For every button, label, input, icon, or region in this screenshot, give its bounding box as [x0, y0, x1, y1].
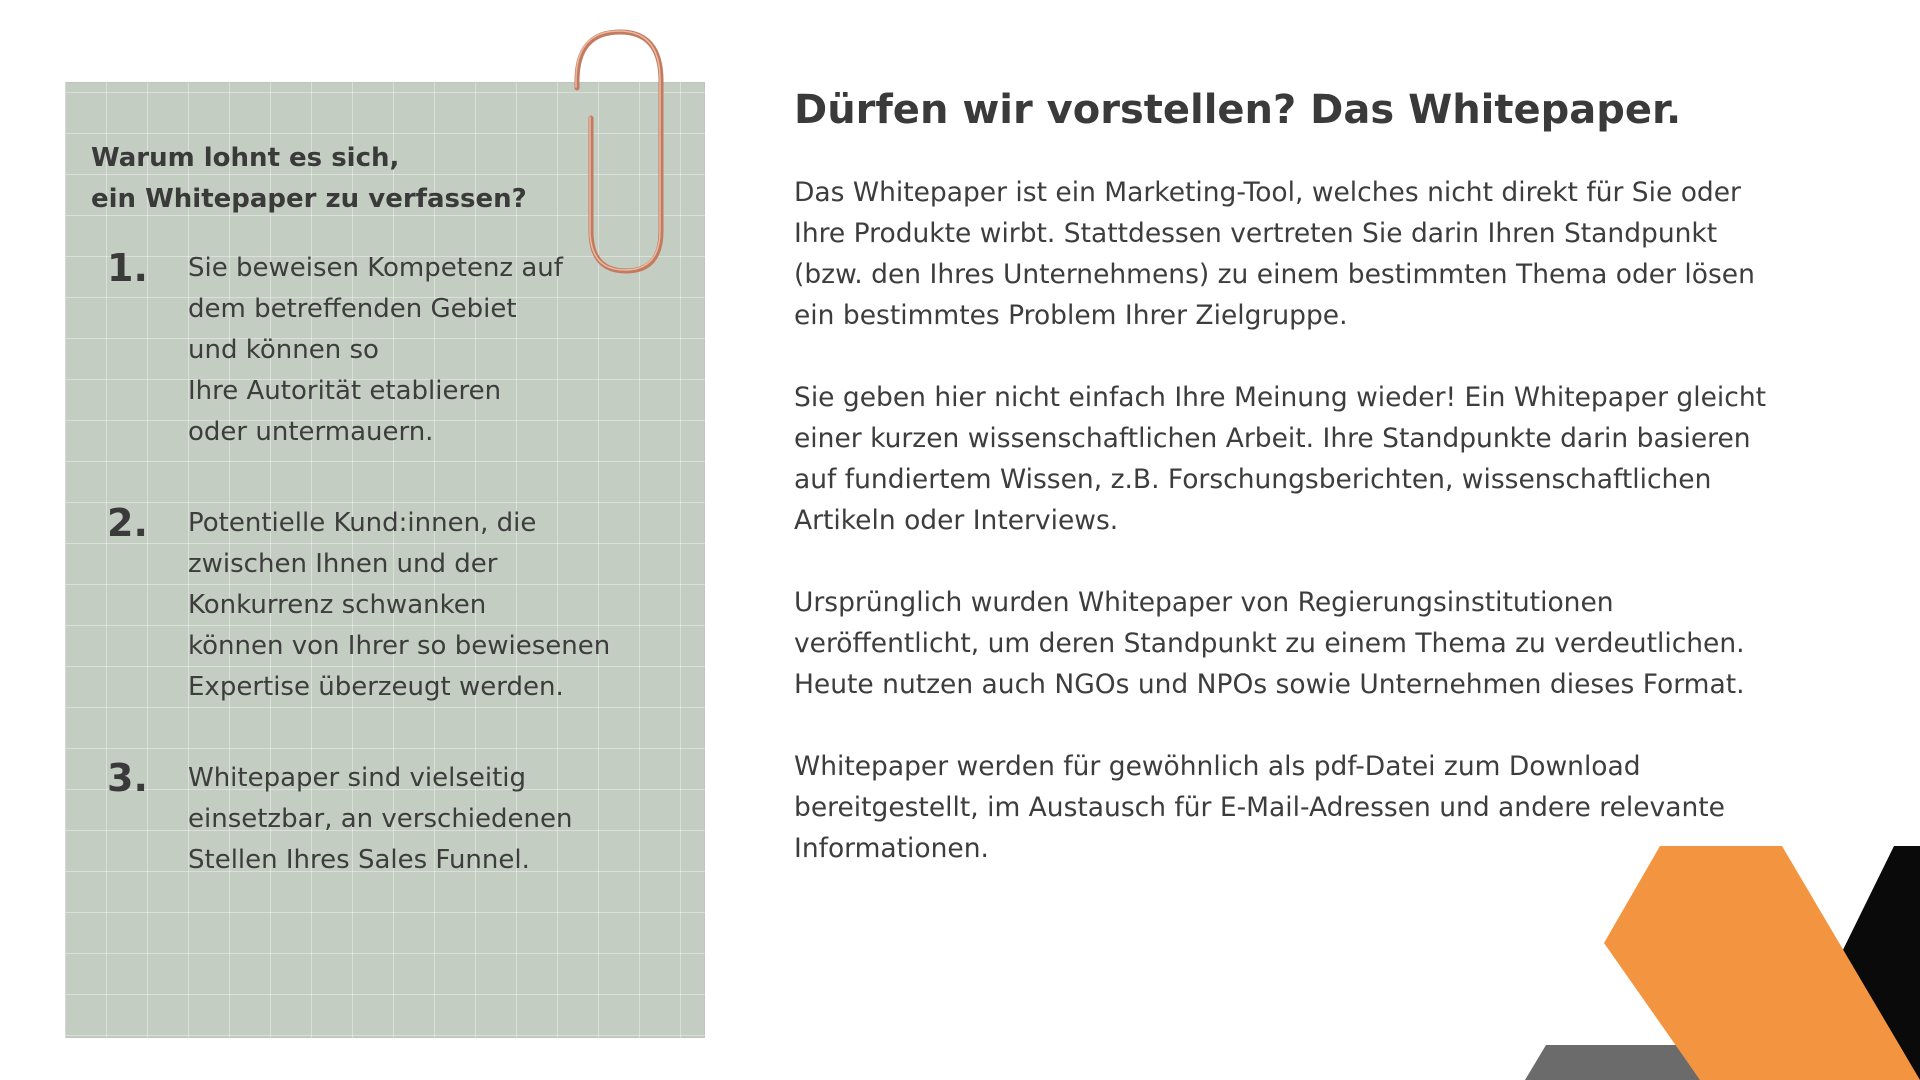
- paragraph-line: Artikeln oder Interviews.: [794, 505, 1119, 536]
- reason-text: [188, 503, 698, 708]
- paragraph-line: ein bestimmtes Problem Ihrer Zielgruppe.: [794, 300, 1348, 331]
- reason-line: und können so: [188, 335, 379, 365]
- reason-line: oder untermauern.: [188, 417, 434, 447]
- reason-line: zwischen Ihnen und der: [188, 549, 498, 579]
- reason-line: Expertise überzeugt werden.: [188, 672, 564, 702]
- paragraph-line: einer kurzen wissenschaftlichen Arbeit. Ihre Standpunkte darin basieren: [794, 423, 1751, 454]
- paragraph-line: Ursprünglich wurden Whitepaper von Regierungsinstitutionen: [794, 587, 1614, 618]
- reason-line: Konkurrenz schwanken: [188, 590, 487, 620]
- paragraph-2: [794, 377, 1814, 541]
- paragraph-line: auf fundiertem Wissen, z.B. Forschungsberichten, wissenschaftlichen: [794, 464, 1712, 495]
- reason-line: Whitepaper sind vielseitig: [188, 763, 527, 793]
- paragraph-line: Heute nutzen auch NGOs und NPOs sowie Unternehmen dieses Format.: [794, 669, 1745, 700]
- note-heading-line-2: ein Whitepaper zu verfassen?: [91, 184, 527, 214]
- paragraphs: [794, 172, 1814, 910]
- reason-line: Ihre Autorität etablieren: [188, 376, 502, 406]
- paragraph-line: bereitgestellt, im Austausch für E-Mail-Adressen und andere relevante: [794, 792, 1725, 823]
- paragraph-1: [794, 172, 1814, 336]
- reason-line: Potentielle Kund:innen, die: [188, 508, 537, 538]
- reason-number: 3.: [107, 756, 148, 800]
- note-heading-line-1: Warum lohnt es sich,: [91, 143, 400, 173]
- paragraph-line: Sie geben hier nicht einfach Ihre Meinung wieder! Ein Whitepaper gleicht: [794, 382, 1767, 413]
- paragraph-line: Informationen.: [794, 833, 989, 864]
- main-content: [794, 82, 1814, 864]
- paragraph-line: veröffentlicht, um deren Standpunkt zu einem Thema zu verdeutlichen.: [794, 628, 1745, 659]
- paragraph-3: [794, 582, 1814, 705]
- paragraph-line: Whitepaper werden für gewöhnlich als pdf-Datei zum Download: [794, 751, 1641, 782]
- reason-text: [188, 758, 698, 881]
- reason-number: 1.: [107, 246, 148, 290]
- reason-line: einsetzbar, an verschiedenen: [188, 804, 573, 834]
- page-title: Dürfen wir vorstellen? Das Whitepaper.: [794, 87, 1682, 133]
- reason-number: 2.: [107, 501, 148, 545]
- paragraph-line: (bzw. den Ihres Unternehmens) zu einem bestimmten Thema oder lösen: [794, 259, 1755, 290]
- reason-line: Sie beweisen Kompetenz auf: [188, 253, 563, 283]
- gray-trapezoid-shape: [1525, 1045, 1720, 1080]
- reason-line: dem betreffenden Gebiet: [188, 294, 517, 324]
- paperclip-icon: [560, 26, 680, 280]
- paragraph-line: Ihre Produkte wirbt. Stattdessen vertreten Sie darin Ihren Standpunkt: [794, 218, 1718, 249]
- reason-line: können von Ihrer so bewiesenen: [188, 631, 611, 661]
- paragraph-line: Das Whitepaper ist ein Marketing-Tool, welches nicht direkt für Sie oder: [794, 177, 1741, 208]
- reason-line: Stellen Ihres Sales Funnel.: [188, 845, 530, 875]
- paragraph-4: [794, 746, 1814, 869]
